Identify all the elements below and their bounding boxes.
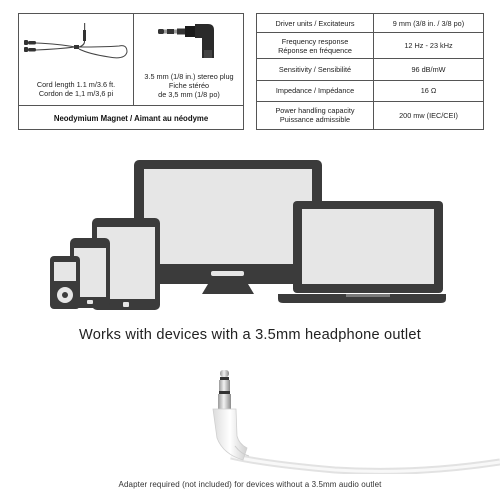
- cord-length-text: [19, 80, 133, 98]
- earbud-cord-icon: [19, 14, 134, 78]
- spec-label-fr: Puissance admissible: [279, 115, 351, 125]
- spec-value: 200 mw (IEC/CEI): [374, 101, 484, 129]
- spec-label: Impedance / Impédance: [257, 80, 374, 101]
- cord-cell: [19, 14, 134, 105]
- spec-label: Driver units / Excitateurs: [257, 14, 374, 33]
- adapter-footnote: Adapter required (not included) for devices without a 3.5mm audio outlet: [118, 480, 382, 489]
- laptop-icon: [278, 201, 446, 303]
- spec-value: 96 dB/mW: [374, 59, 484, 80]
- spec-row-power: [257, 101, 484, 129]
- spec-value: 16 Ω: [374, 80, 484, 101]
- spec-label: [257, 101, 374, 129]
- magnet-label: Neodymium Magnet / Aimant au néodyme: [53, 113, 209, 123]
- spec-label: [257, 33, 374, 59]
- plug-text-en: 3.5 mm (1/8 in.) stereo plug: [144, 72, 234, 81]
- plug-text-fr-1: Fiche stéréo: [168, 81, 210, 90]
- cord-length-fr: Cordon de 1,1 m/3,6 pi: [38, 89, 114, 98]
- cord-length-en: Cord length 1.1 m/3.6 ft.: [36, 80, 116, 89]
- spec-label-en: Frequency response: [281, 36, 349, 46]
- spec-label-fr: Réponse en fréquence: [278, 45, 352, 55]
- spec-value: 9 mm (3/8 in. / 3/8 po): [374, 14, 484, 33]
- spec-row-frequency: [257, 33, 484, 59]
- compatibility-tagline: Works with devices with a 3.5mm headphone outlet: [79, 327, 421, 343]
- spec-value: 12 Hz - 23 kHz: [374, 33, 484, 59]
- spec-row-sensitivity: [257, 59, 484, 80]
- compatible-devices-illustration: [46, 156, 446, 311]
- plug-text: [134, 72, 244, 99]
- left-spec-top-row: [19, 14, 243, 106]
- plug-cell: [134, 14, 244, 105]
- stereo-plug-icon: [134, 14, 244, 70]
- headphone-plug-image: [195, 364, 500, 474]
- spec-row-impedance: [257, 80, 484, 101]
- left-spec-box: [18, 13, 244, 130]
- spec-row-driver: [257, 14, 484, 33]
- spec-table: [256, 13, 484, 130]
- spec-label-en: Power handling capacity: [275, 106, 355, 116]
- music-player-icon: [50, 256, 80, 309]
- plug-text-fr-2: de 3,5 mm (1/8 po): [158, 90, 220, 99]
- spec-label: Sensitivity / Sensibilité: [257, 59, 374, 80]
